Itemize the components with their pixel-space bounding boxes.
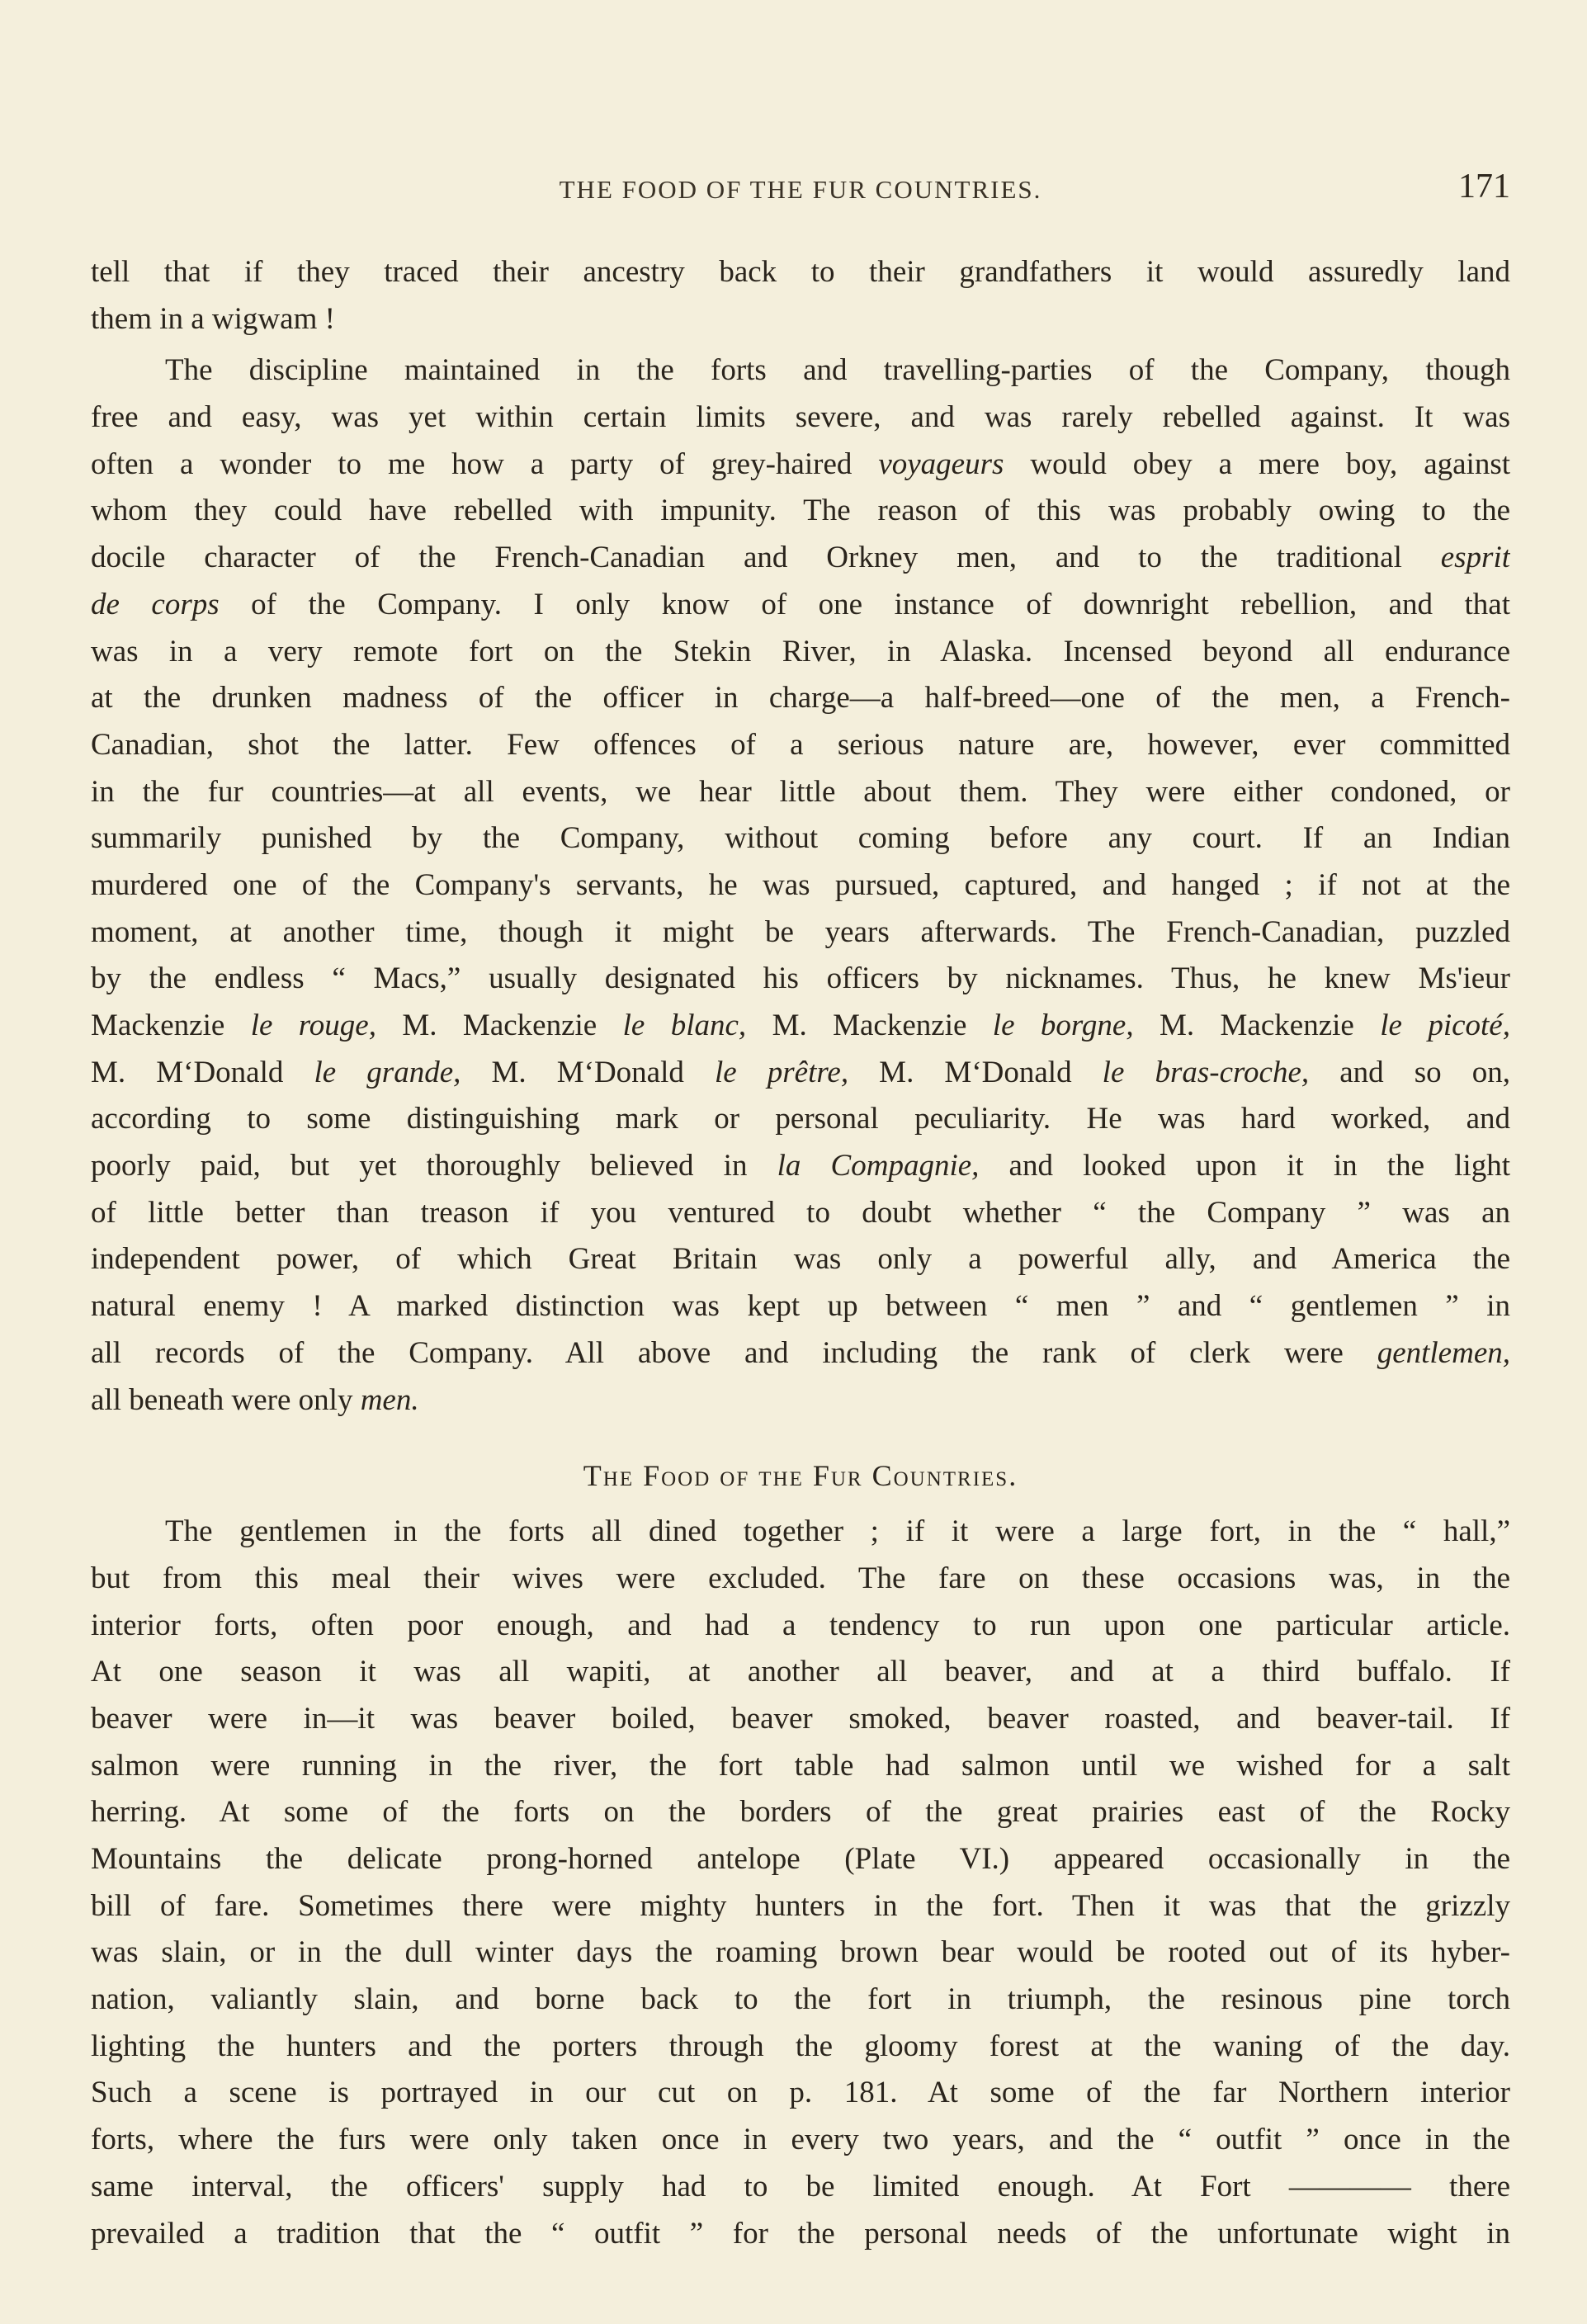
text-line: salmon were running in the river, the fort table had salmon until we wished for a salt: [91, 1748, 1510, 1783]
text-line: often a wonder to me how a party of grey-haired voyageurs would obey a mere boy, against: [91, 446, 1510, 481]
text-line: poorly paid, but yet thoroughly believed in la Compagnie, and looked upon it in the light: [91, 1149, 1510, 1183]
text-line: summarily punished by the Company, without coming before any court. If an Indian: [91, 821, 1510, 856]
text-line: all records of the Company. All above and including the rank of clerk were gentlemen,: [91, 1335, 1510, 1370]
text-line: by the endless “ Macs,” usually designated his officers by nicknames. Thus, he knew Ms'ieur: [91, 961, 1510, 996]
text-line: beaver were in—it was beaver boiled, beaver smoked, beaver roasted, and beaver-tail. If: [91, 1701, 1510, 1736]
text-line: de corps of the Company. I only know of one instance of downright rebellion, and that: [91, 587, 1510, 621]
text-line: Such a scene is portrayed in our cut on p. 181. At some of the far Northern interior: [91, 2076, 1510, 2110]
text-line: docile character of the French-Canadian and Orkney men, and to the traditional esprit: [91, 541, 1510, 575]
text-line: tell that if they traced their ancestry back to their grandfathers it would assuredly land: [91, 255, 1510, 289]
text-line: same interval, the officers' supply had to be limited enough. At Fort ———— there: [91, 2169, 1510, 2204]
text-line: independent power, of which Great Britain was only a powerful ally, and America the: [91, 1242, 1510, 1277]
text-line: interior forts, often poor enough, and had a tendency to run upon one particular article.: [91, 1608, 1510, 1642]
text-line: was in a very remote fort on the Stekin River, in Alaska. Incensed beyond all endurance: [91, 634, 1510, 668]
text-line: bill of fare. Sometimes there were mighty hunters in the fort. Then it was that the grizzly: [91, 1888, 1510, 1923]
text-line: The discipline maintained in the forts and travelling-parties of the Company, though: [165, 353, 1510, 388]
text-line: them in a wigwam !: [91, 301, 335, 336]
text-line: lighting the hunters and the porters through the gloomy forest at the waning of the day.: [91, 2029, 1510, 2063]
text-line: Mountains the delicate prong-horned antelope (Plate VI.) appeared occasionally in the: [91, 1842, 1510, 1876]
text-line: all beneath were only men.: [91, 1382, 419, 1417]
text-line: nation, valiantly slain, and borne back to the fort in triumph, the resinous pine torch: [91, 1982, 1510, 2017]
body-text: [91, 249, 1510, 2257]
text-line: prevailed a tradition that the “ outfit ” for the personal needs of the unfortunate wight in: [91, 2216, 1510, 2251]
text-line: M. M‘Donald le grande, M. M‘Donald le prêtre, M. M‘Donald le bras-croche, and so on,: [91, 1055, 1510, 1089]
text-line: free and easy, was yet within certain limits severe, and was rarely rebelled against. It was: [91, 400, 1510, 435]
text-line: murdered one of the Company's servants, he was pursued, captured, and hanged ; if not at the: [91, 867, 1510, 902]
text-line: herring. At some of the forts on the borders of the great prairies east of the Rocky: [91, 1795, 1510, 1830]
text-line: but from this meal their wives were excluded. The fare on these occasions was, in the: [91, 1561, 1510, 1595]
text-line: according to some distinguishing mark or personal peculiarity. He was hard worked, and: [91, 1102, 1510, 1136]
text-line: was slain, or in the dull winter days the roaming brown bear would be rooted out of its hyber-: [91, 1935, 1510, 1970]
text-line: moment, at another time, though it might be years afterwards. The French-Canadian, puzzled: [91, 914, 1510, 949]
text-line: The gentlemen in the forts all dined together ; if it were a large fort, in the “ hall,”: [165, 1514, 1510, 1549]
text-line: Mackenzie le rouge, M. Mackenzie le blanc, M. Mackenzie le borgne, M. Mackenzie le picoté,: [91, 1008, 1510, 1042]
text-line: At one season it was all wapiti, at another all beaver, and at a third buffalo. If: [91, 1655, 1510, 1689]
text-line: natural enemy ! A marked distinction was kept up between “ men ” and “ gentlemen ” in: [91, 1289, 1510, 1324]
text-line: in the fur countries—at all events, we hear little about them. They were either condoned, or: [91, 774, 1510, 809]
text-line: forts, where the furs were only taken once in every two years, and the “ outfit ” once in the: [91, 2123, 1510, 2157]
text-line: at the drunken madness of the officer in charge—a half-breed—one of the men, a French-: [91, 681, 1510, 716]
text-line: of little better than treason if you ventured to doubt whether “ the Company ” was an: [91, 1195, 1510, 1230]
running-title: THE FOOD OF THE FUR COUNTRIES.: [559, 175, 1042, 204]
text-line: whom they could have rebelled with impunity. The reason of this was probably owing to the: [91, 494, 1510, 528]
page-number: 171: [1458, 168, 1510, 205]
running-head: [91, 167, 1510, 216]
text-line: Canadian, shot the latter. Few offences of a serious nature are, however, ever committed: [91, 727, 1510, 762]
section-heading: The Food of the Fur Countries.: [583, 1459, 1018, 1493]
